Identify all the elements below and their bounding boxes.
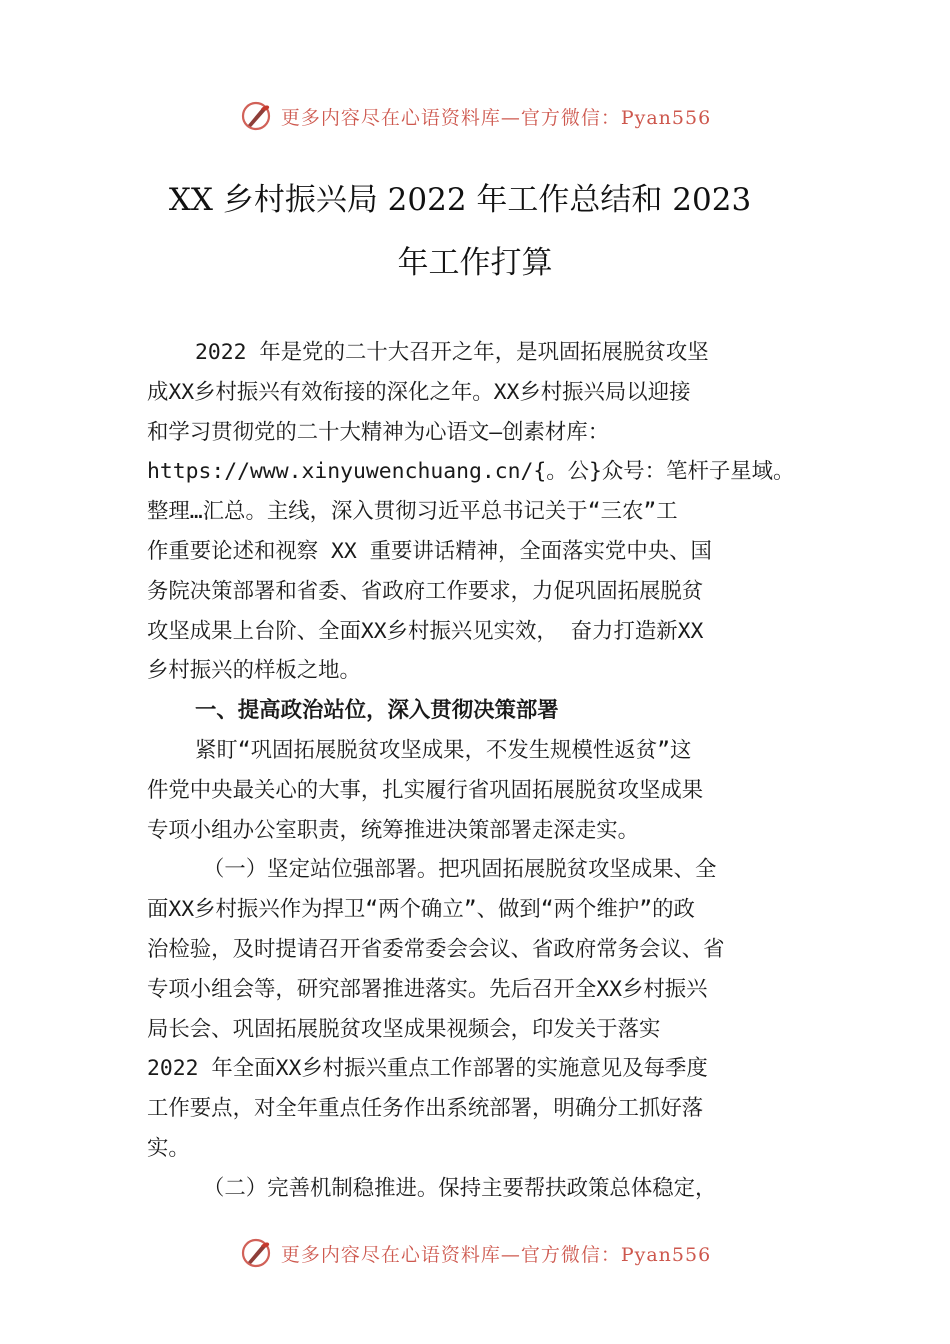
paragraph-line: 紧盯“巩固拓展脱贫攻坚成果，不发生规模性返贫”这 <box>195 737 692 763</box>
paragraph-line: 务院决策部署和省委、省政府工作要求，力促巩固拓展脱贫 <box>147 578 704 604</box>
paragraph-line: 局长会、巩固拓展脱贫攻坚成果视频会，印发关于落实 <box>147 1016 661 1042</box>
paragraph-line: 2022 年全面XX乡村振兴重点工作部署的实施意见及每季度 <box>147 1056 708 1082</box>
paragraph-line: 2022 年是党的二十大召开之年，是巩固拓展脱贫攻坚 <box>195 340 709 365</box>
paragraph-line: 攻坚成果上台阶、全面XX乡村振兴见实效， 奋力打造新XX <box>147 618 704 644</box>
paragraph-line: 乡村振兴的样板之地。 <box>147 658 361 684</box>
quill-pen-logo-icon <box>239 99 273 133</box>
paragraph-line: 和学习贯彻党的二十大精神为心语文—创素材库： <box>147 419 610 445</box>
paragraph-line: 整理…汇总。主线，深入贯彻习近平总书记关于“三农”工 <box>147 499 678 525</box>
paragraph-line: 专项小组会等，研究部署推进落实。先后召开全XX乡村振兴 <box>147 976 708 1002</box>
paragraph-line: 作重要论述和视察 XX 重要讲话精神，全面落实党中央、国 <box>147 538 712 564</box>
document-body <box>147 333 827 1209</box>
paragraph-line: 工作要点，对全年重点任务作出系统部署，明确分工抓好落 <box>147 1096 704 1122</box>
document-title-line-1: XX 乡村振兴局 2022 年工作总结和 2023 <box>168 182 752 218</box>
document-title-line-2: 年工作打算 <box>397 245 553 281</box>
section-heading: 一、提高政治站位，深入贯彻决策部署 <box>195 698 559 724</box>
paragraph-line: 件党中央最关心的大事，扎实履行省巩固拓展脱贫攻坚成果 <box>147 777 704 803</box>
watermark-text: 更多内容尽在心语资料库—官方微信：Pyan556 <box>280 1243 712 1266</box>
paragraph-line: https://www.xinyuwenchuang.cn/{。公}众号：笔杆子星域。 <box>147 459 795 485</box>
paragraph-line: 成XX乡村振兴有效衔接的深化之年。XX乡村振兴局以迎接 <box>147 379 691 405</box>
paragraph-line: 治检验，及时提请召开省委常委会会议、省政府常务会议、省 <box>147 936 725 962</box>
paragraph-line: 专项小组办公室职责，统筹推进决策部署走深走实。 <box>147 817 639 843</box>
paragraph-line: 面XX乡村振兴作为捍卫“两个确立”、做到“两个维护”的政 <box>147 897 695 923</box>
paragraph-line: （一）坚定站位强部署。把巩固拓展脱贫攻坚成果、全 <box>203 857 717 883</box>
header-watermark-banner <box>0 96 950 136</box>
watermark-text: 更多内容尽在心语资料库—官方微信：Pyan556 <box>280 106 712 129</box>
quill-pen-logo-icon <box>239 1236 273 1270</box>
paragraph-line: 实。 <box>147 1135 190 1161</box>
paragraph-line: （二）完善机制稳推进。保持主要帮扶政策总体稳定， <box>203 1175 717 1201</box>
footer-watermark-banner <box>0 1233 950 1273</box>
